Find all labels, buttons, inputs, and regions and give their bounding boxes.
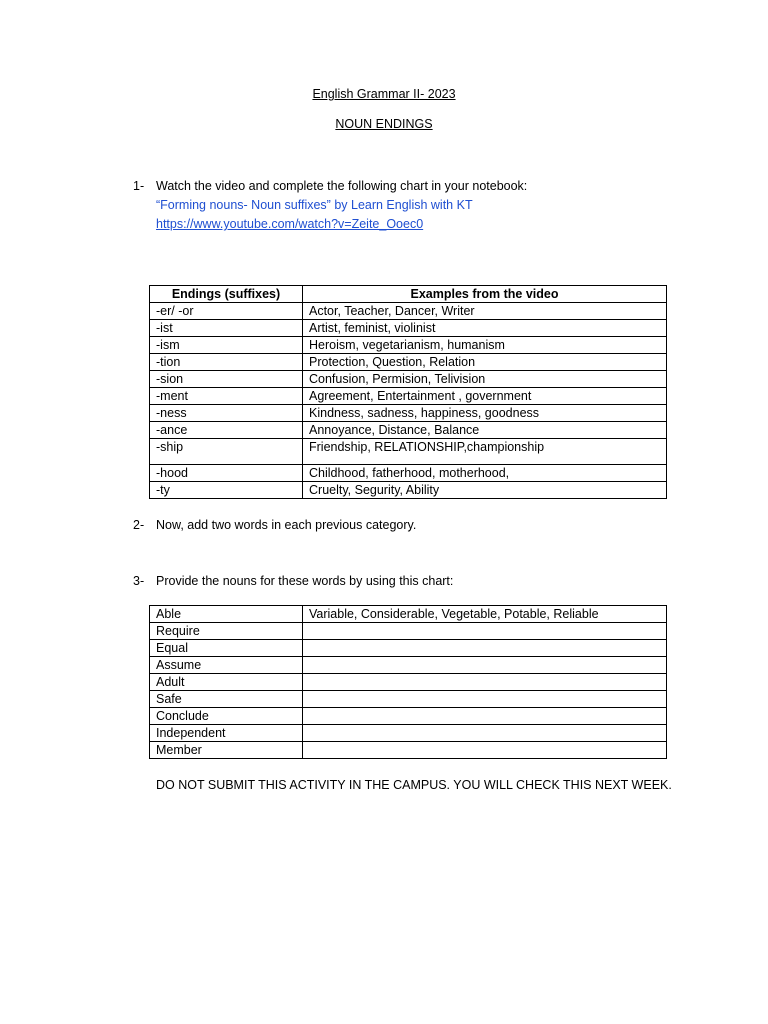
q3-number: 3- (133, 574, 145, 588)
suffix-table-header: Endings (suffixes) (150, 286, 303, 303)
table-row (150, 674, 667, 691)
q1-video-link[interactable]: https://www.youtube.com/watch?v=Zeite_Ooec0 (156, 217, 424, 231)
nouns-cell (303, 725, 667, 742)
nouns-cell (303, 691, 667, 708)
suffix-table-header: Examples from the video (303, 286, 667, 303)
examples-cell: Kindness, sadness, happiness, goodness (303, 405, 667, 422)
q1-number: 1- (133, 179, 145, 193)
nouns-cell (303, 674, 667, 691)
suffix-table-header-row (150, 286, 667, 303)
nouns-cell (303, 742, 667, 759)
word-cell: Safe (150, 691, 303, 708)
table-row (150, 371, 667, 388)
table-row (150, 354, 667, 371)
table-row (150, 337, 667, 354)
table-row (150, 691, 667, 708)
suffix-cell: -sion (150, 371, 303, 388)
noun-forming-table (149, 605, 667, 759)
table-row (150, 439, 667, 465)
suffix-cell: -ship (150, 439, 303, 465)
word-cell: Require (150, 623, 303, 640)
suffix-cell: -ty (150, 482, 303, 499)
examples-cell: Cruelty, Segurity, Ability (303, 482, 667, 499)
word-cell: Member (150, 742, 303, 759)
examples-cell: Protection, Question, Relation (303, 354, 667, 371)
table-row (150, 725, 667, 742)
nouns-cell (303, 623, 667, 640)
q2-instruction: Now, add two words in each previous category. (156, 518, 417, 532)
examples-cell: Friendship, RELATIONSHIP,championship (303, 439, 667, 465)
table-row (150, 388, 667, 405)
q2-number: 2- (133, 518, 145, 532)
examples-cell: Childhood, fatherhood, motherhood, (303, 465, 667, 482)
word-cell: Adult (150, 674, 303, 691)
footer-note: DO NOT SUBMIT THIS ACTIVITY IN THE CAMPUS. YOU WILL CHECK THIS NEXT WEEK. (156, 778, 672, 792)
table-row (150, 405, 667, 422)
table-row (150, 640, 667, 657)
word-cell: Equal (150, 640, 303, 657)
word-cell: Able (150, 606, 303, 623)
document-title: English Grammar II- 2023 (312, 87, 456, 101)
table-row (150, 742, 667, 759)
examples-cell: Actor, Teacher, Dancer, Writer (303, 303, 667, 320)
q3-instruction: Provide the nouns for these words by using this chart: (156, 574, 454, 588)
table-row (150, 623, 667, 640)
examples-cell: Heroism, vegetarianism, humanism (303, 337, 667, 354)
table-row (150, 320, 667, 337)
nouns-cell (303, 657, 667, 674)
table-row (150, 303, 667, 320)
table-row (150, 708, 667, 725)
nouns-cell (303, 708, 667, 725)
table-row (150, 422, 667, 439)
suffix-cell: -ment (150, 388, 303, 405)
word-cell: Assume (150, 657, 303, 674)
suffix-cell: -hood (150, 465, 303, 482)
table-row (150, 657, 667, 674)
table-row (150, 465, 667, 482)
examples-cell: Annoyance, Distance, Balance (303, 422, 667, 439)
examples-cell: Agreement, Entertainment , government (303, 388, 667, 405)
suffix-table (149, 285, 667, 499)
suffix-cell: -ance (150, 422, 303, 439)
word-cell: Independent (150, 725, 303, 742)
suffix-cell: -ism (150, 337, 303, 354)
table-row (150, 482, 667, 499)
table-row (150, 606, 667, 623)
suffix-cell: -tion (150, 354, 303, 371)
nouns-cell: Variable, Considerable, Vegetable, Potable, Reliable (303, 606, 667, 623)
suffix-cell: -ness (150, 405, 303, 422)
suffix-cell: -er/ -or (150, 303, 303, 320)
document-subtitle: NOUN ENDINGS (335, 117, 433, 131)
q1-instruction: Watch the video and complete the following chart in your notebook: (156, 179, 528, 193)
examples-cell: Artist, feminist, violinist (303, 320, 667, 337)
nouns-cell (303, 640, 667, 657)
word-cell: Conclude (150, 708, 303, 725)
q1-video-title: “Forming nouns- Noun suffixes” by Learn English with KT (156, 198, 473, 212)
suffix-cell: -ist (150, 320, 303, 337)
examples-cell: Confusion, Permision, Telivision (303, 371, 667, 388)
